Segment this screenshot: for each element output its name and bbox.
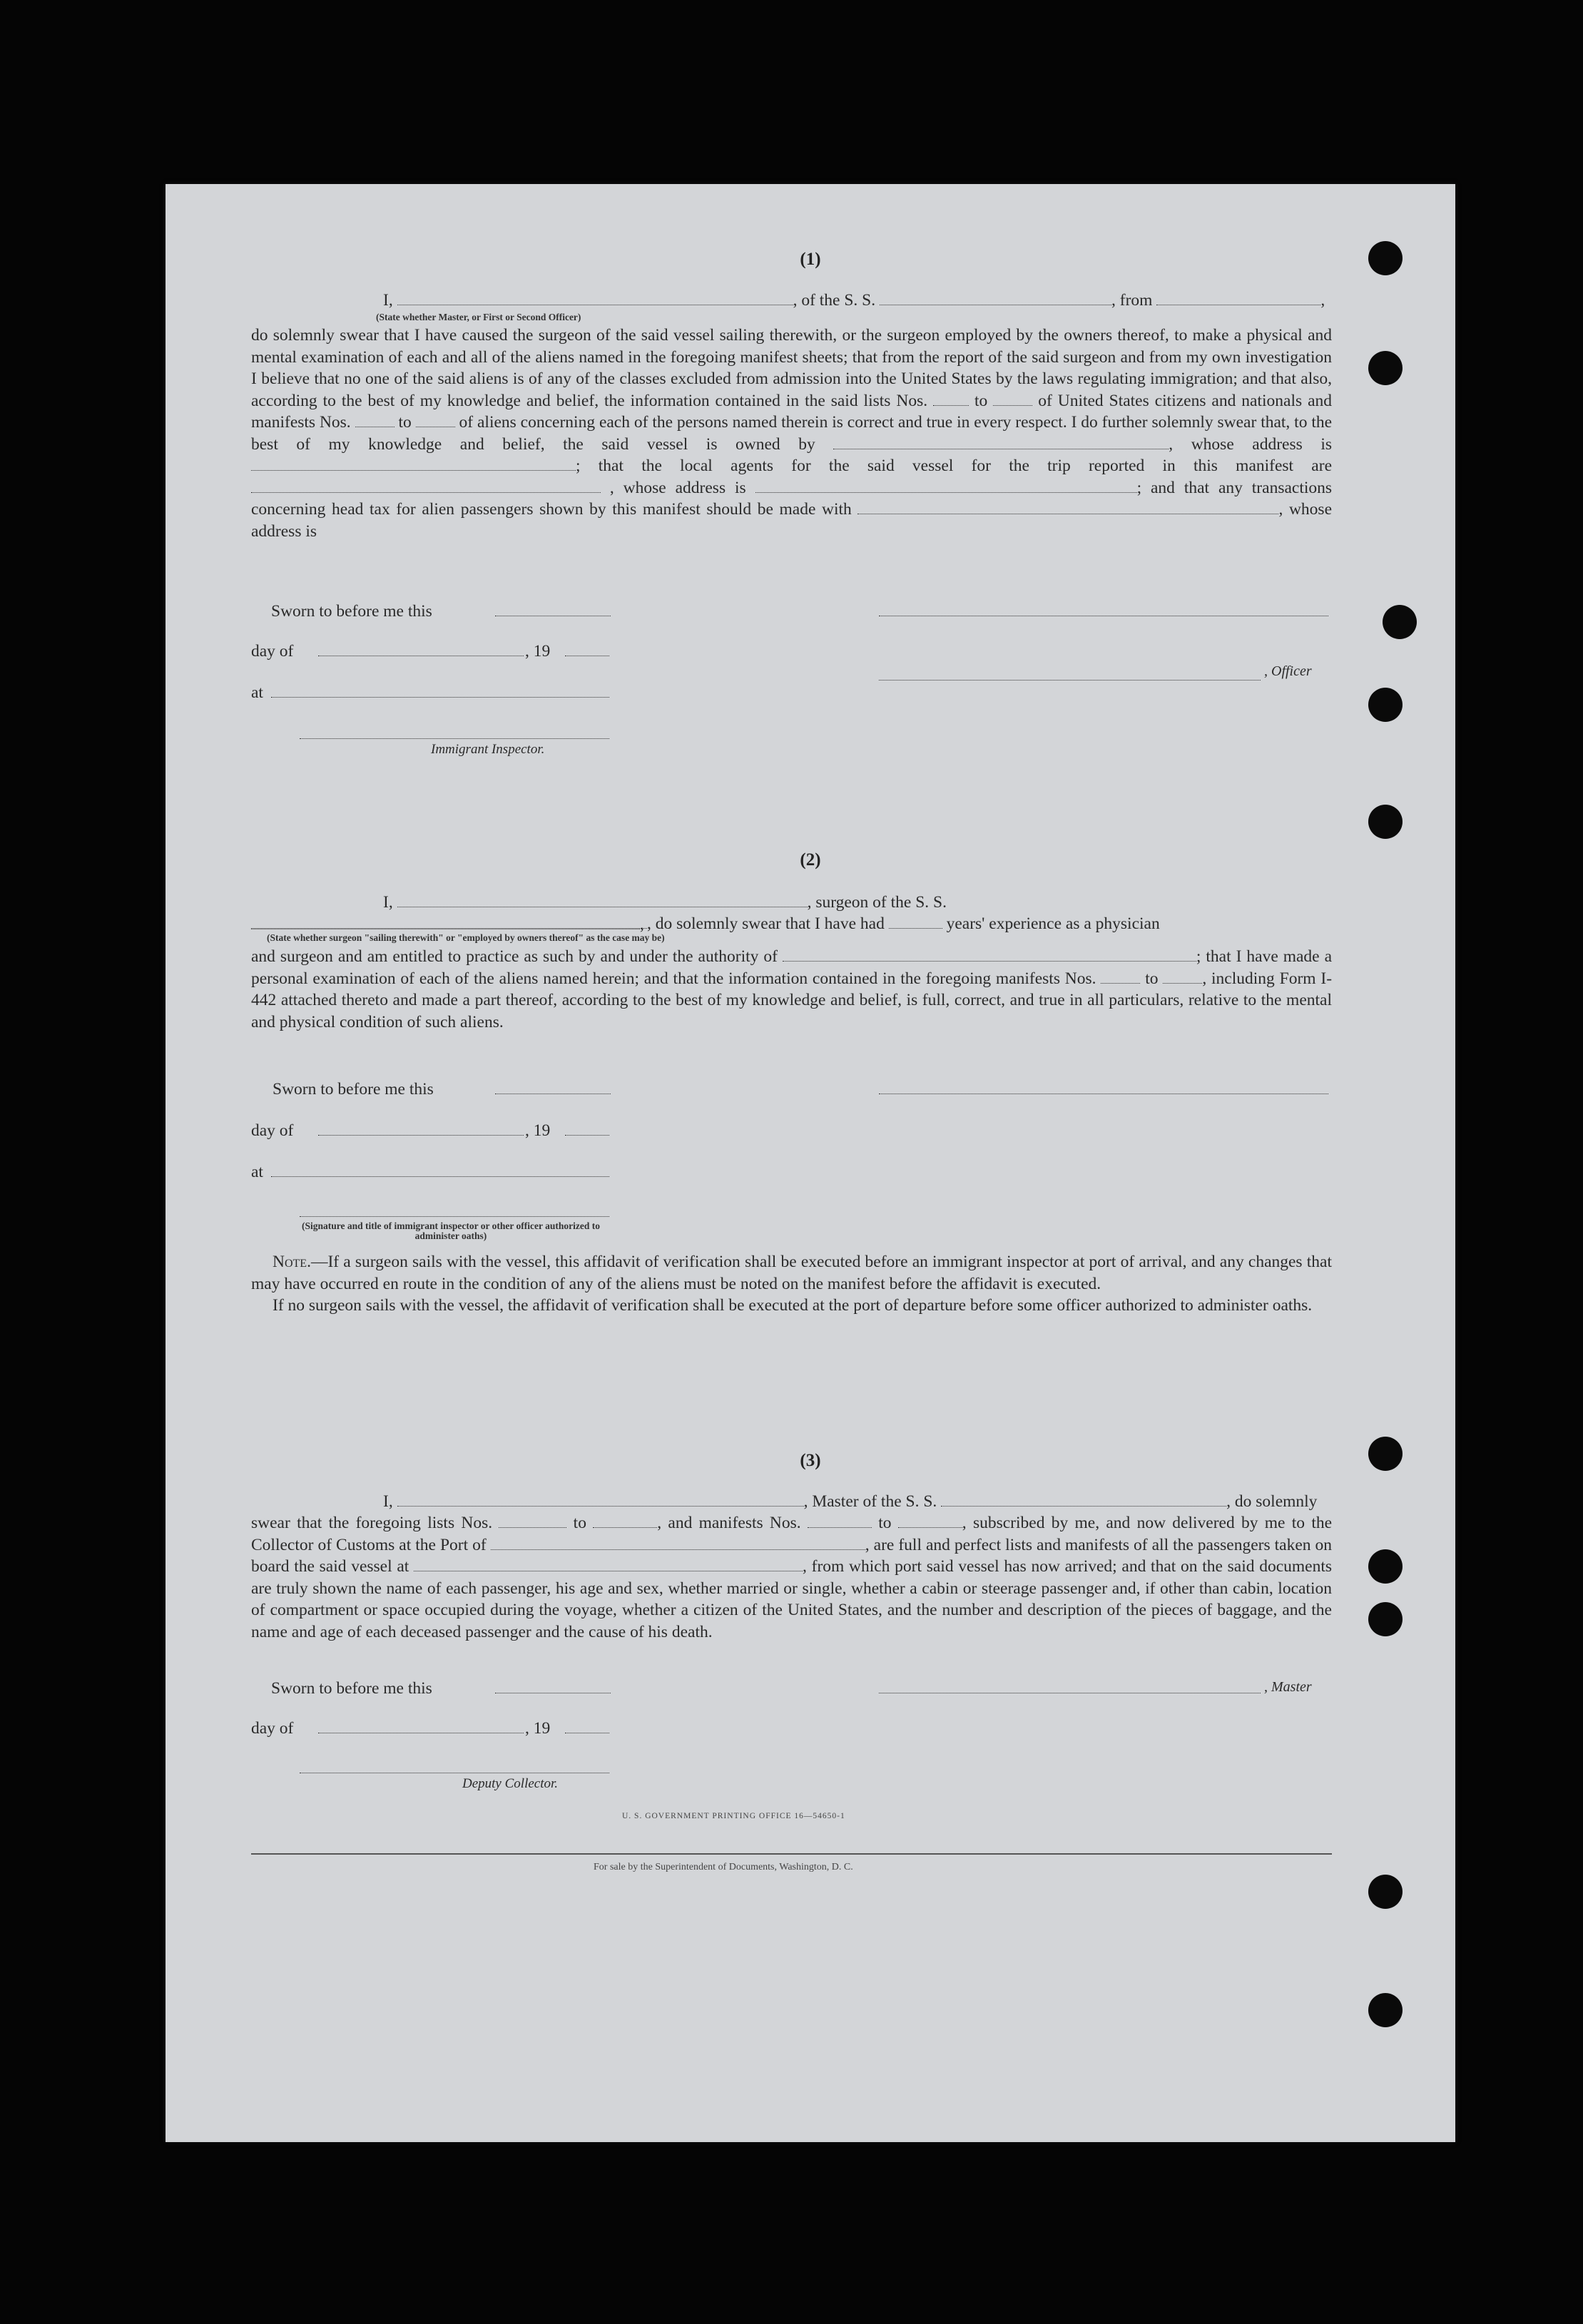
section-3-body [251, 1512, 1332, 1643]
officer-title-field[interactable] [879, 679, 1261, 681]
section-2-at-label: at [251, 1163, 263, 1181]
officer-rank-caption: (State whether Master, or First or Second Officer) [376, 312, 581, 322]
section-1-year-label: , 19 [525, 642, 551, 661]
years-experience-field[interactable] [889, 915, 942, 929]
text: , [1320, 291, 1325, 310]
punch-hole [1368, 1549, 1403, 1584]
punch-hole [1368, 351, 1403, 385]
section-3-sworn-label: Sworn to before me this [271, 1679, 432, 1698]
lists-to-field[interactable] [593, 1514, 657, 1528]
punch-hole [1368, 1993, 1403, 2027]
master-caption: , Master [1264, 1679, 1312, 1695]
manifests-from-field[interactable] [355, 414, 395, 427]
sworn-day-field[interactable] [495, 1093, 611, 1094]
text: , whose address is [609, 478, 746, 497]
manifests-to-field[interactable] [416, 414, 455, 427]
section-1-day-label: day of [251, 642, 294, 661]
master-vessel-field[interactable] [941, 1493, 1226, 1507]
text: I, [383, 291, 393, 310]
section-3-opening-line [251, 1491, 1332, 1513]
collector-signature-field[interactable] [300, 1772, 609, 1773]
text: do solemnly swear that I have caused the surgeon of the said vessel sailing therewith, or the surgeon employed by the owners thereof, to make a physical and mental examination of each and all of the aliens named in the foregoing manifest sheets; that from the report of the said surgeon and from my own investigation I believe that no one of the said aliens is of any of the classes excluded from admission into the United States by the laws regulating immigration; and that also, according to the best of my knowledge and belief, the information contained in the said lists Nos. [251, 326, 1332, 410]
text: ; that I have made a personal examination of each of the aliens named herein; and that the information contained in the foregoing manifests Nos. [251, 947, 1333, 988]
section-2-sworn-label: Sworn to before me this [273, 1080, 434, 1099]
text: , [640, 914, 644, 934]
surgeon-status-caption: (State whether surgeon "sailing therewith" or "employed by owners thereof" as the case may be) [267, 932, 665, 943]
text: , whose address is [1169, 434, 1332, 454]
text: , and manifests Nos. [657, 1514, 801, 1532]
section-2-year-label: , 19 [525, 1121, 551, 1140]
text: swear that the foregoing lists Nos. [251, 1514, 493, 1532]
punch-hole [1368, 688, 1403, 722]
embarkation-port-field[interactable] [414, 1558, 803, 1571]
text: to [1145, 969, 1159, 988]
text: ; and that any transactions concerning head tax for alien passengers shown by this manifest should be made with [251, 478, 1333, 519]
text: I, [383, 893, 393, 912]
text: , surgeon of the S. S. [807, 893, 947, 912]
officer-rank-field[interactable] [397, 292, 793, 305]
section-2-second-line [251, 913, 1332, 935]
at-place-field[interactable] [271, 696, 609, 698]
master-signature-field[interactable] [879, 1692, 1261, 1693]
from-port-field[interactable] [1156, 292, 1320, 305]
surgeon-signature-field[interactable] [879, 1093, 1328, 1094]
day-of-field[interactable] [318, 1134, 524, 1136]
master-name-field[interactable] [397, 1493, 804, 1507]
text: of aliens concerning each of the persons named therein is correct and true in every respect. I do further solemnly swear that, to the best of my knowledge and belief, the said vessel is owned by [251, 413, 1333, 454]
head-tax-contact-field[interactable] [857, 501, 1278, 514]
officer-signature-field[interactable] [300, 1215, 609, 1217]
text: , subscribed by me, and now delivered by me to the Collector of Customs at the Port of [251, 1514, 1333, 1554]
manifests-to-field[interactable] [1163, 970, 1202, 984]
note-label: Note. [273, 1253, 311, 1271]
footer-rule [251, 1853, 1332, 1855]
practice-authority-field[interactable] [783, 948, 1196, 962]
section-1-sworn-label: Sworn to before me this [271, 602, 432, 621]
manifests-from-field[interactable] [1101, 970, 1140, 984]
section-1-body [251, 325, 1332, 542]
local-agents-field[interactable] [251, 479, 601, 493]
text: , are full and perfect lists and manifests of all the passengers taken on board the said vessel at [251, 1535, 1333, 1576]
lists-to-field[interactable] [993, 392, 1032, 406]
section-2-note [251, 1251, 1332, 1317]
text: , from which port said vessel has now arrived; and that on the said documents are truly shown the name of each passenger, his age and sex, whether married or single, whether a cabin or steerage passenger and, if other than cabin, location of compartment or space occupied during the voyage, whether a citizen of the United States, and the number and description of the pieces of baggage, and the name and age of each deceased passenger and the cause of his death. [251, 1557, 1333, 1641]
text: , of the S. S. [793, 291, 876, 310]
text: , from [1111, 291, 1153, 310]
text: , Master of the S. S. [803, 1492, 937, 1511]
year-field[interactable] [565, 1134, 609, 1136]
section-3-day-label: day of [251, 1719, 294, 1738]
text: and surgeon and am entitled to practice as such by and under the authority of [251, 947, 778, 966]
sworn-day-field[interactable] [495, 615, 611, 616]
text: , do solemnly [1226, 1492, 1318, 1511]
surgeon-status-field[interactable] [251, 915, 647, 929]
year-field[interactable] [565, 655, 609, 656]
text: to [398, 413, 412, 432]
section-1-heading: (1) [800, 250, 821, 269]
lists-from-field[interactable] [499, 1514, 566, 1528]
section-3-heading: (3) [800, 1451, 821, 1470]
punch-hole [1383, 605, 1417, 639]
lists-from-field[interactable] [933, 392, 969, 406]
form-page [166, 184, 1455, 2142]
surgeon-name-field[interactable] [397, 894, 808, 907]
owner-field[interactable] [833, 436, 1169, 449]
text: , whose address is [251, 500, 1333, 541]
punch-hole [1368, 1602, 1403, 1636]
text: to [974, 391, 988, 410]
text: , do solemnly swear that I have had [647, 914, 885, 933]
sworn-day-field[interactable] [495, 1692, 611, 1693]
at-place-field[interactable] [271, 1176, 609, 1177]
text: If no surgeon sails with the vessel, the affidavit of verification shall be executed at the port of departure before some officer authorized to administer oaths. [273, 1296, 1313, 1315]
year-field[interactable] [565, 1732, 609, 1733]
officer-signature-field[interactable] [879, 615, 1328, 616]
text: I, [383, 1492, 393, 1511]
section-2-heading: (2) [800, 850, 821, 870]
section-1-at-label: at [251, 683, 263, 702]
text: years' experience as a physician [946, 914, 1160, 933]
deputy-collector-caption: Deputy Collector. [462, 1776, 559, 1791]
section-2-day-label: day of [251, 1121, 294, 1140]
section-1-opening-line [251, 290, 1332, 312]
vessel-name-field[interactable] [880, 292, 1111, 305]
agents-address-field[interactable] [755, 479, 1137, 493]
text: to [878, 1514, 892, 1532]
section-3-year-label: , 19 [525, 1719, 551, 1738]
signature-caption: (Signature and title of immigrant inspector or other officer authorized to administer oaths) [302, 1220, 600, 1241]
day-of-field[interactable] [318, 655, 524, 656]
owner-address-field[interactable] [251, 457, 576, 471]
manifests-to-field[interactable] [898, 1514, 962, 1528]
officer-caption: , Officer [1264, 663, 1312, 679]
punch-hole [1368, 805, 1403, 839]
day-of-field[interactable] [318, 1732, 524, 1733]
punch-hole [1368, 1875, 1403, 1909]
text: ; that the local agents for the said vessel for the trip reported in this manifest are [576, 457, 1332, 475]
section-2-body [251, 946, 1332, 1033]
for-sale-line: For sale by the Superintendent of Documents, Washington, D. C. [594, 1862, 853, 1872]
text: , including Form I-442 attached thereto and made a part thereof, according to the best of my knowledge and belief, is full, correct, and true in all particulars, relative to the mental and physical condition of such aliens. [251, 969, 1333, 1031]
printing-office-line: U. S. GOVERNMENT PRINTING OFFICE 16—54650-1 [622, 1812, 845, 1820]
text: to [573, 1514, 586, 1532]
text: of United States citizens and nationals and manifests Nos. [251, 391, 1333, 432]
inspector-signature-field[interactable] [300, 738, 609, 739]
immigrant-inspector-caption: Immigrant Inspector. [431, 742, 545, 757]
port-field[interactable] [491, 1536, 865, 1550]
text: —If a surgeon sails with the vessel, this affidavit of verification shall be executed before an immigrant inspector at port of arrival, and any changes that may have occurred en route in the condition of any of the aliens must be noted on the manifest before the affidavit is executed. [251, 1253, 1332, 1293]
manifests-from-field[interactable] [808, 1514, 872, 1528]
